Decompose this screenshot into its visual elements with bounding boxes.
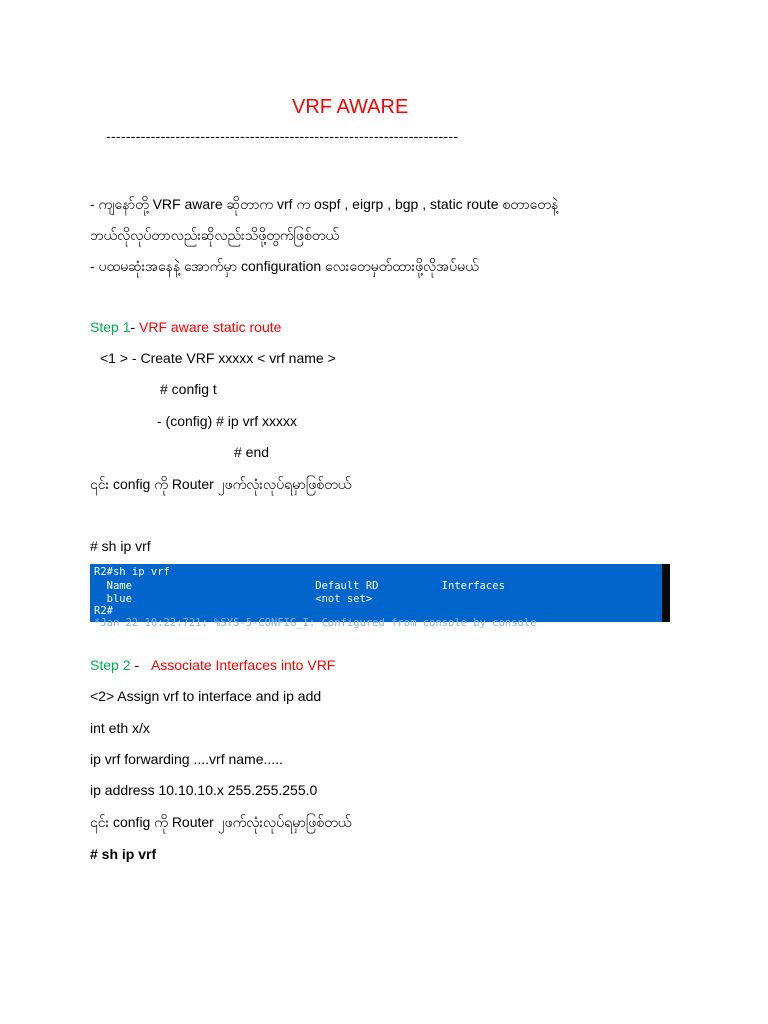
terminal-line-2: Name Default RD Interfaces: [94, 580, 505, 592]
step1-heading: [90, 317, 281, 337]
step2-show-cmd: # sh ip vrf: [90, 846, 157, 862]
intro-line-2: ဘယ်လိုလုပ်တာလည်းဆိုလည်းသိဖို့တွက်ဖြစ်တယ်: [90, 227, 339, 243]
step1-line-create-vrf: <1 > - Create VRF xxxxx < vrf name >: [100, 350, 336, 366]
step2-title: Associate Interfaces into VRF: [150, 657, 336, 673]
step1-title: VRF aware static route: [139, 319, 282, 335]
step1-line-config-t: # config t: [160, 381, 217, 397]
step2-label: Step 2: [90, 657, 131, 673]
step1-line-end: # end: [234, 444, 270, 460]
terminal-line-3: blue <not set>: [94, 593, 373, 605]
step1-line-ip-vrf: - (config) # ip vrf xxxxx: [157, 413, 298, 429]
step2-line-ip-vrf-forwarding: ip vrf forwarding ....vrf name.....: [90, 751, 283, 767]
step2-line-assign-vrf: <2> Assign vrf to interface and ip add: [90, 688, 322, 704]
step2-line-int-eth: int eth x/x: [90, 720, 150, 736]
step1-note: ၎င်း config ကို Router ၂ဖက်လုံးလုပ်ရမှာဖြစ်တယ်: [90, 476, 352, 492]
step1-dash: -: [130, 319, 140, 335]
step2-line-ip-address: ip address 10.10.10.x 255.255.255.0: [90, 782, 318, 798]
step2-note: ၎င်း config ကို Router ၂ဖက်လုံးလုပ်ရမှာဖြစ်တယ်: [90, 814, 352, 830]
intro-line-1: - ကျနော်တို့ VRF aware ဆိုတာက vrf က ospf , eigrp , bgp , static route စတာတေနဲ့: [90, 196, 559, 212]
terminal-line-5: *Jan 22 10:22:721: %SYS-5-CONFIG_I: Configured from console by console: [94, 617, 537, 629]
title-divider: -----------------------------------------------------------------------: [106, 128, 459, 144]
intro-line-3: - ပထမဆုံးအနေနဲ့ အောက်မှာ configuration လေးတေမှတ်ထားဖို့လိုအပ်မယ်: [90, 258, 479, 274]
terminal-line-4: R2#: [94, 605, 113, 617]
step1-show-cmd: # sh ip vrf: [90, 538, 151, 554]
terminal-scrollbar: [662, 564, 670, 622]
step2-heading: [90, 655, 335, 675]
step1-label: Step 1: [90, 319, 131, 335]
terminal-line-1: R2#sh ip vrf: [94, 566, 170, 578]
terminal-screenshot: [90, 564, 670, 629]
document-title: VRF AWARE: [292, 96, 409, 118]
step2-dash: -: [130, 657, 143, 673]
